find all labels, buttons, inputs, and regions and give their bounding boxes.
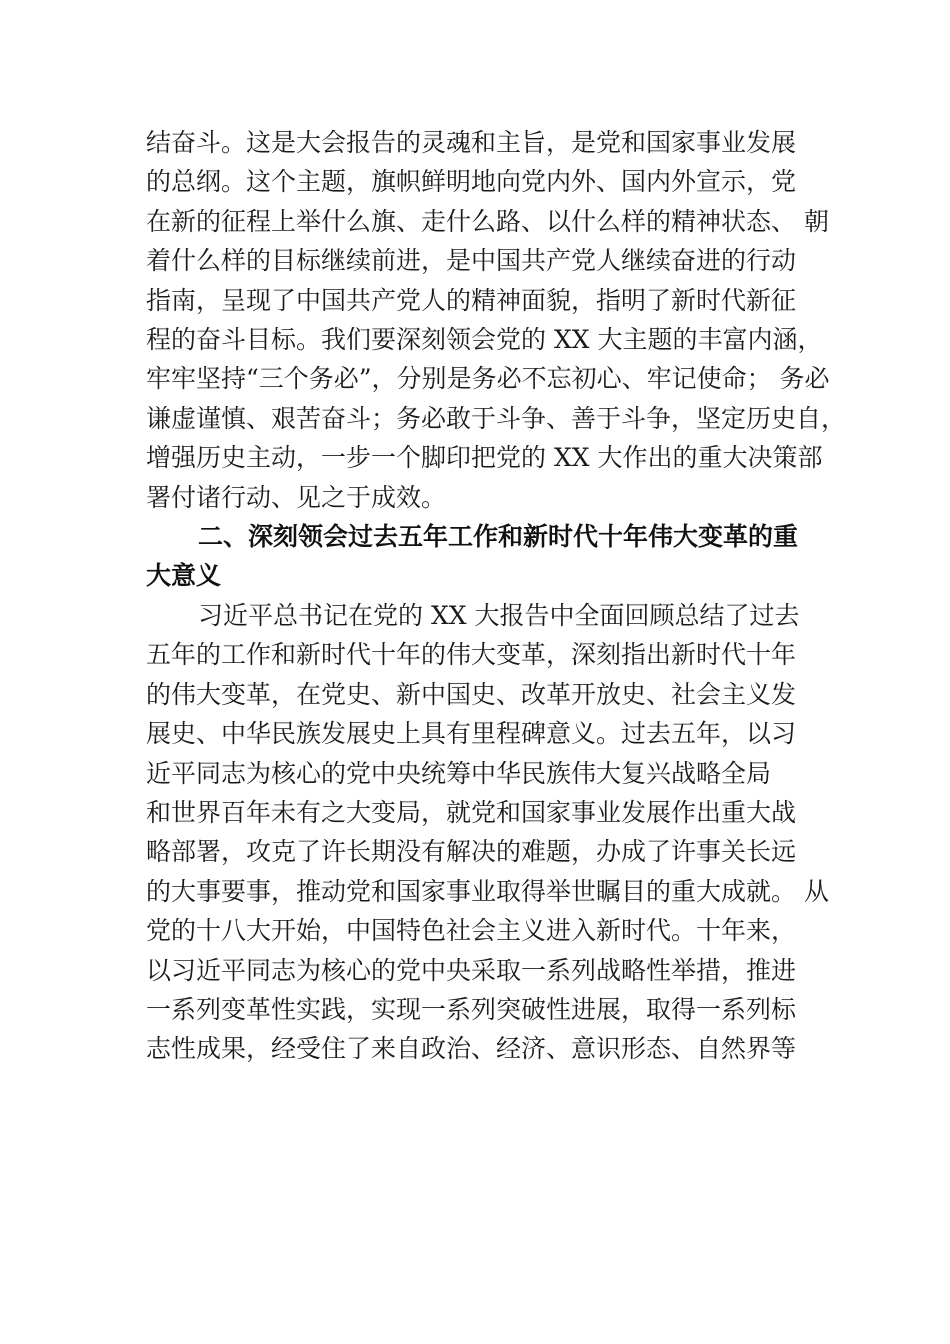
text-line: 五年的工作和新时代十年的伟大变革，深刻指出新时代十年 <box>146 640 797 670</box>
text-line: 一系列变革性实践，实现一系列突破性进展，取得一系列标 <box>146 994 797 1024</box>
text-line: 指南，呈现了中国共产党人的精神面貌，指明了新时代新征 <box>146 285 797 315</box>
text-line: 近平同志为核心的党中央统筹中华民族伟大复兴战略全局 <box>146 758 772 788</box>
text-line: 的伟大变革，在党史、新中国史、改革开放史、社会主义发 <box>146 679 797 709</box>
text-line: 以习近平同志为核心的党中央采取一系列战略性举措，推进 <box>146 955 797 985</box>
body-paragraph <box>146 596 829 1069</box>
heading-line: 大意义 <box>146 561 222 591</box>
text-line: 牢牢坚持“三个务必”，分别是务必不忘初心、牢记使命； 务必 <box>146 364 830 394</box>
text-line: 谦虚谨慎、艰苦奋斗；务必敢于斗争、善于斗争，坚定历史自， <box>146 403 847 433</box>
text-line: 的总纲。这个主题，旗帜鲜明地向党内外、国内外宣示，党 <box>146 167 797 197</box>
text-line: 展史、中华民族发展史上具有里程碑意义。过去五年，以习 <box>146 719 797 749</box>
paragraph-continuation <box>146 123 847 517</box>
text-line: 志性成果，经受住了来自政治、经济、意识形态、自然界等 <box>146 1034 797 1064</box>
text-line: 着什么样的目标继续前进，是中国共产党人继续奋进的行动 <box>146 246 797 276</box>
text-line: 党的十八大开始，中国特色社会主义进入新时代。十年来， <box>146 916 797 946</box>
heading-line: 二、深刻领会过去五年工作和新时代十年伟大变革的重 <box>198 522 799 551</box>
section-heading <box>146 517 826 596</box>
text-line: 程的奋斗目标。我们要深刻领会党的 XX 大主题的丰富内涵， <box>146 324 823 354</box>
text-line: 习近平总书记在党的 XX 大报告中全面回顾总结了过去 <box>198 601 800 630</box>
text-line: 增强历史主动，一步一个脚印把党的 XX 大作出的重大决策部 <box>146 443 823 473</box>
text-line: 的大事要事，推动党和国家事业取得举世瞩目的重大成就。 从 <box>146 876 829 906</box>
text-line: 在新的征程上举什么旗、走什么路、以什么样的精神状态、 朝 <box>146 206 829 236</box>
text-line: 和世界百年未有之大变局，就党和国家事业发展作出重大战 <box>146 797 797 827</box>
text-line: 署付诸行动、见之于成效。 <box>146 482 447 512</box>
text-line: 略部署，攻克了许长期没有解决的难题，办成了许事关长远 <box>146 837 797 867</box>
text-line: 结奋斗。这是大会报告的灵魂和主旨，是党和国家事业发展 <box>146 128 797 157</box>
